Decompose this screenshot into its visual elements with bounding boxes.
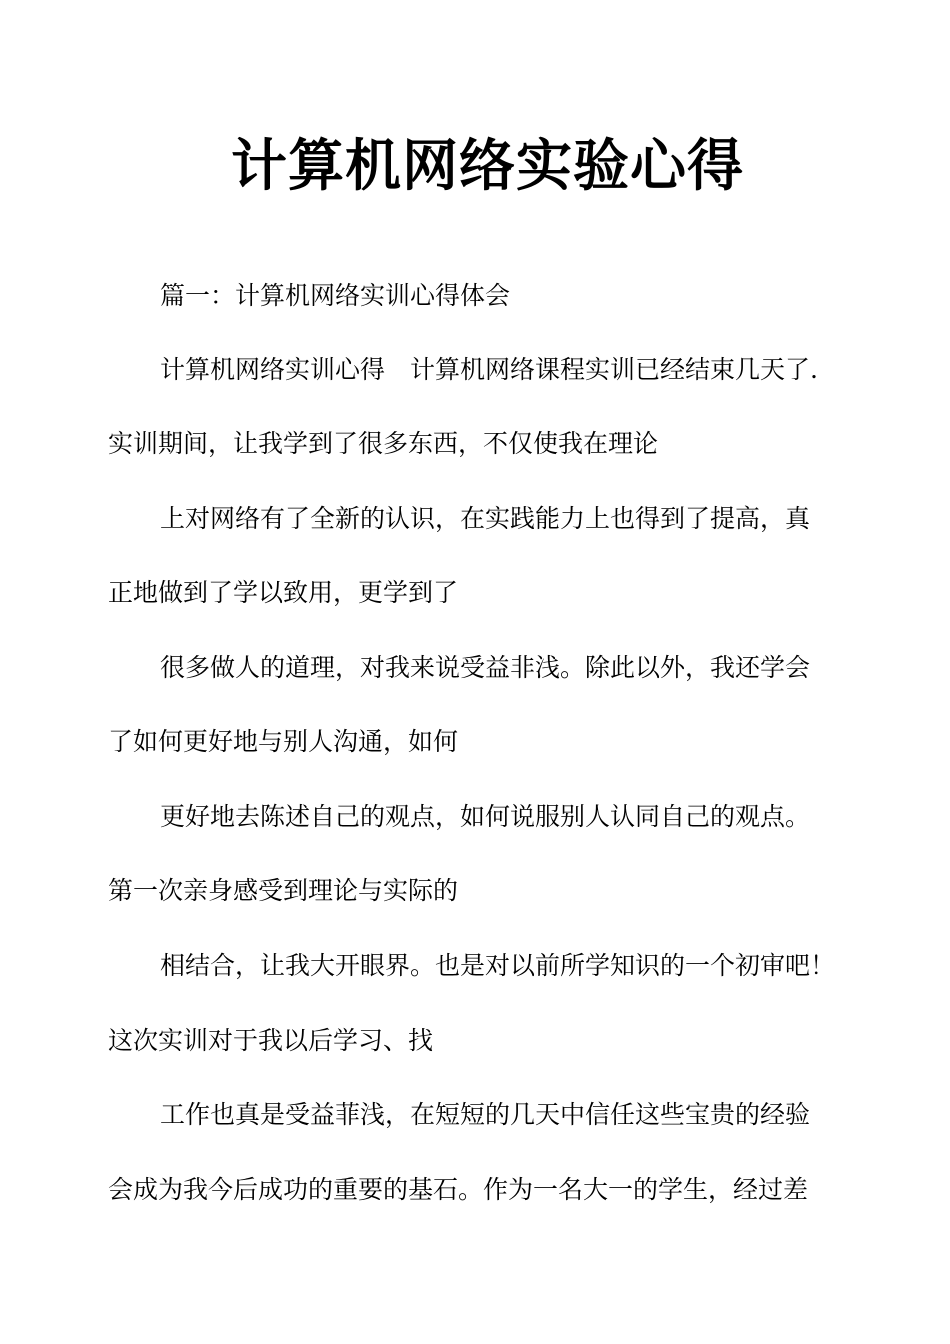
- paragraph-line: 计算机网络实训心得 计算机网络课程实训已经结束几天了.: [160, 355, 818, 384]
- paragraph-line: 会成为我今后成功的重要的基石。作为一名大一的学生，经过差: [108, 1175, 809, 1204]
- paragraph-line: 第一次亲身感受到理论与实际的: [108, 876, 459, 905]
- paragraph-line: 了如何更好地与别人沟通，如何: [108, 727, 459, 756]
- paragraph-line: 工作也真是受益菲浅，在短短的几天中信任这些宝贵的经验: [160, 1100, 811, 1129]
- paragraph-line: 上对网络有了全新的认识，在实践能力上也得到了提高，真: [160, 504, 811, 533]
- section-heading: 篇一：计算机网络实训心得体会: [160, 281, 511, 310]
- document-title: 计算机网络实验心得: [231, 134, 744, 199]
- paragraph-line: 实训期间，让我学到了很多东西，不仅使我在理论: [108, 429, 659, 458]
- paragraph-line: 这次实训对于我以后学习、找: [108, 1026, 434, 1055]
- paragraph-line: 相结合，让我大开眼界。也是对以前所学知识的一个初审吧！: [160, 951, 836, 980]
- paragraph-line: 正地做到了学以致用，更学到了: [108, 578, 459, 607]
- paragraph-line: 很多做人的道理，对我来说受益非浅。除此以外，我还学会: [160, 653, 811, 682]
- paragraph-line: 更好地去陈述自己的观点，如何说服别人认同自己的观点。: [160, 802, 811, 831]
